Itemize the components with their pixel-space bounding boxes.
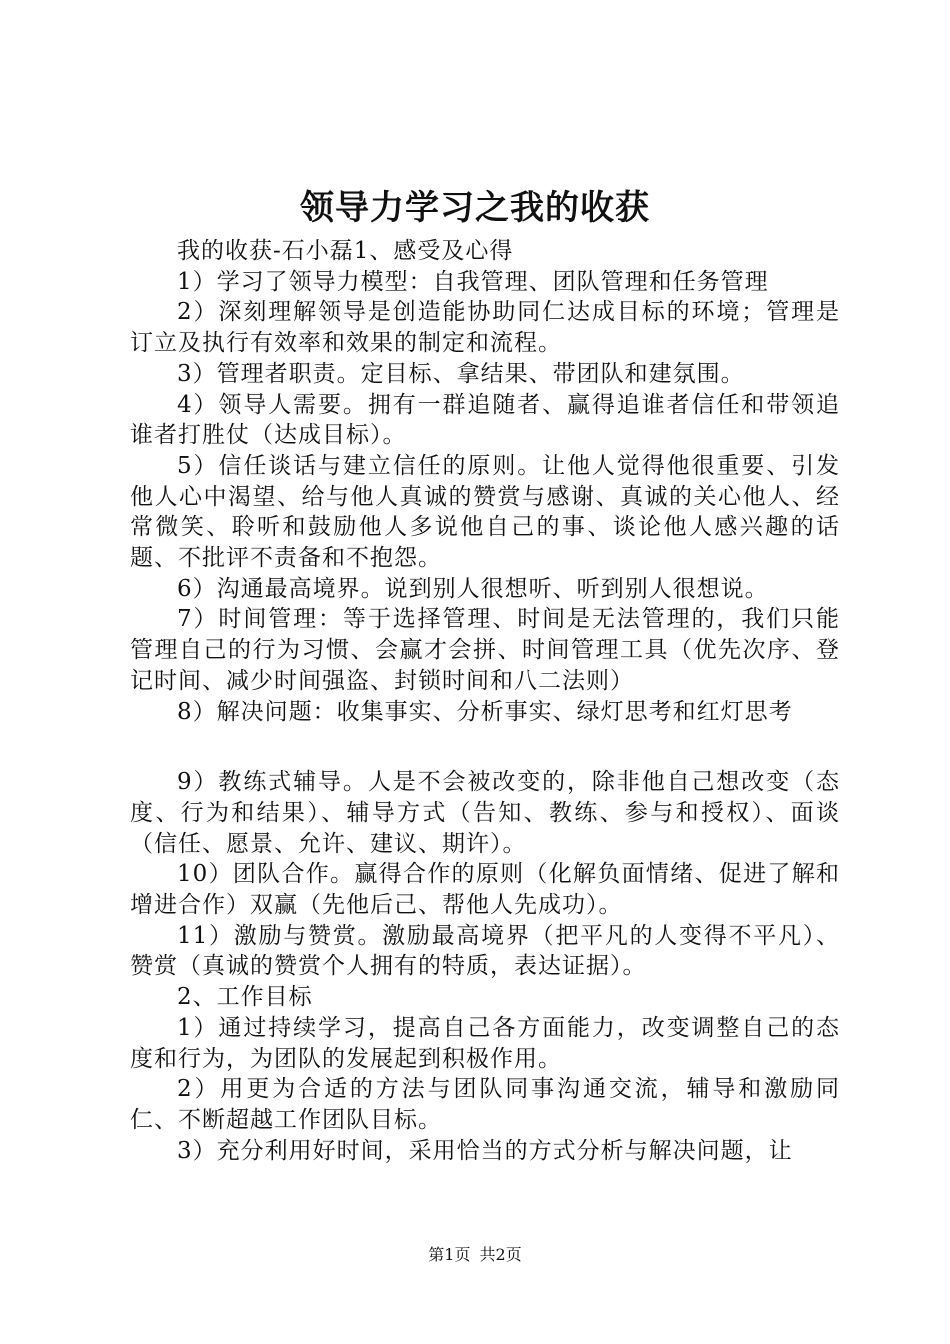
paragraph-item-3: 3）管理者职责。定目标、拿结果、带团队和建氛围。 bbox=[177, 360, 745, 387]
paragraph-item-11: 11）激励与赞赏。激励最高境界（把平凡的人变得不平凡）、赞赏（真诚的赞赏个人拥有的特质，表达证据）。 bbox=[130, 922, 840, 980]
page-total: 共2页 bbox=[479, 1245, 522, 1264]
paragraph-goal-1: 1）通过持续学习，提高自己各方面能力，改变调整自己的态度和行为，为团队的发展起到积极作用。 bbox=[130, 1014, 840, 1072]
document-title: 领导力学习之我的收获 bbox=[300, 188, 650, 228]
page-footer bbox=[0, 1244, 950, 1266]
section-heading-work-goals: 2、工作目标 bbox=[177, 984, 313, 1011]
paragraph-item-4: 4）领导人需要。拥有一群追随者、赢得追谁者信任和带领追谁者打胜仗（达成目标）。 bbox=[130, 391, 840, 449]
paragraph-goal-3: 3）充分利用好时间，采用恰当的方式分析与解决问题，让 bbox=[177, 1137, 793, 1164]
paragraph-item-10: 10）团队合作。赢得合作的原则（化解负面情绪、促进了解和增进合作）双赢（先他后己、帮他人先成功）。 bbox=[130, 861, 840, 919]
paragraph-item-2: 2）深刻理解领导是创造能协助同仁达成目标的环境；管理是订立及执行有效率和效果的制定和流程。 bbox=[130, 299, 840, 357]
paragraph-item-1: 1）学习了领导力模型：自我管理、团队管理和任务管理 bbox=[177, 268, 769, 295]
document-body bbox=[130, 236, 840, 1166]
paragraph-item-9: 9）教练式辅导。人是不会被改变的，除非他自己想改变（态度、行为和结果）、辅导方式（告知、教练、参与和授权）、面谈（信任、愿景、允许、建议、期许）。 bbox=[130, 769, 840, 857]
paragraph-item-8: 8）解决问题：收集事实、分析事实、绿灯思考和红灯思考 bbox=[177, 698, 793, 725]
paragraph-item-6: 6）沟通最高境界。说到别人很想听、听到别人很想说。 bbox=[177, 575, 769, 602]
paragraph-item-5: 5）信任谈话与建立信任的原则。让他人觉得他很重要、引发他人心中渴望、给与他人真诚的赞赏与感谢、真诚的关心他人、经常微笑、聆听和鼓励他人多说他自己的事、谈论他人感兴趣的话题、不批评不责备和不抱怨。 bbox=[130, 452, 840, 572]
paragraph-goal-2: 2）用更为合适的方法与团队同事沟通交流，辅导和激励同仁、不断超越工作团队目标。 bbox=[130, 1076, 840, 1133]
paragraph-item-7: 7）时间管理：等于选择管理、时间是无法管理的，我们只能管理自己的行为习惯、会赢才会拼、时间管理工具（优先次序、登记时间、减少时间强盗、封锁时间和八二法则） bbox=[130, 606, 840, 694]
paragraph-intro: 我的收获-石小磊1、感受及心得 bbox=[177, 238, 514, 264]
paragraph-gap bbox=[130, 727, 840, 767]
page-number: 第1页 bbox=[428, 1245, 471, 1264]
